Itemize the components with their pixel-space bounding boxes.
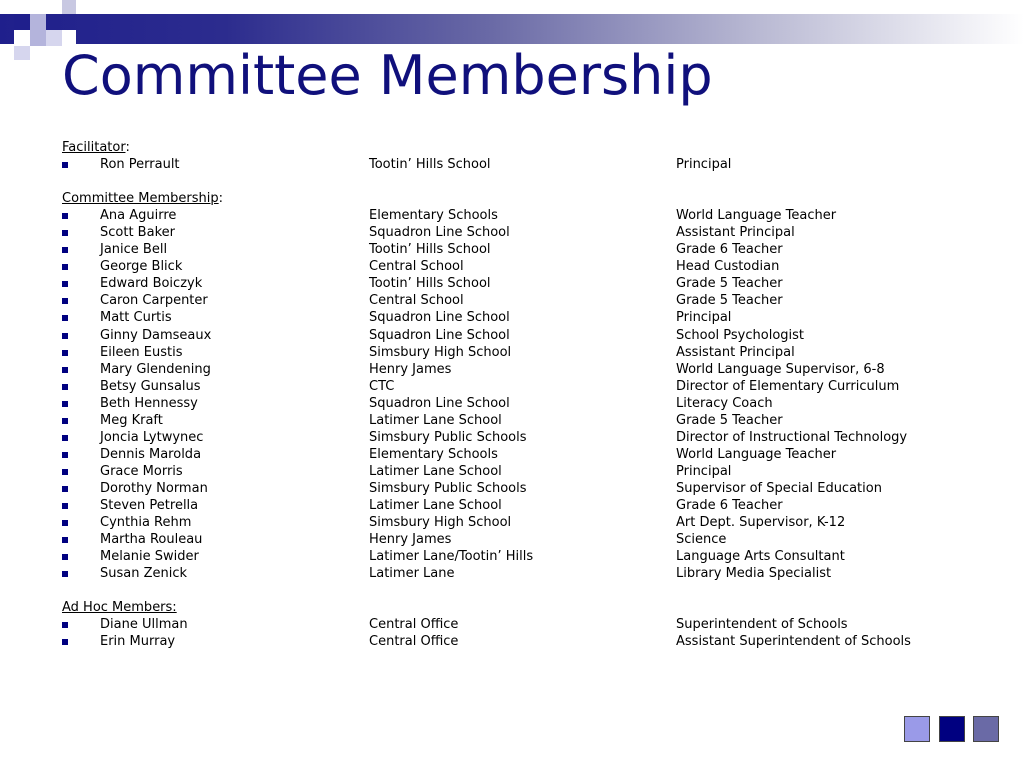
member-school: Squadron Line School [369, 327, 510, 343]
square-bullet-icon [62, 315, 68, 321]
member-school: Latimer Lane/Tootin’ Hills [369, 549, 534, 565]
member-name: Betsy Gunsalus [100, 378, 201, 394]
member-school: Squadron Line School [369, 310, 510, 326]
decor-square-icon [46, 30, 62, 46]
member-school: Tootin’ Hills School [369, 242, 491, 258]
member-row [62, 497, 962, 514]
member-name: Mary Glendening [100, 361, 211, 377]
slide-title: Committee Membership [62, 44, 713, 107]
square-bullet-icon [62, 486, 68, 492]
decor-square-icon [30, 14, 46, 30]
member-role: Director of Instructional Technology [676, 429, 908, 445]
square-bullet-icon [62, 520, 68, 526]
member-name: Scott Baker [100, 225, 175, 241]
member-row [62, 395, 962, 412]
member-row [62, 224, 962, 241]
square-bullet-icon [62, 298, 68, 304]
member-school: Simsbury High School [369, 515, 512, 531]
member-row [62, 378, 962, 395]
member-row [62, 207, 962, 224]
member-role: Grade 5 Teacher [676, 293, 783, 309]
member-role: Language Arts Consultant [676, 549, 845, 565]
square-bullet-icon [62, 281, 68, 287]
member-role: Grade 5 Teacher [676, 412, 783, 428]
member-role: Library Media Specialist [676, 566, 832, 582]
adhoc-list [62, 616, 962, 650]
square-bullet-icon [62, 367, 68, 373]
member-role: Assistant Principal [676, 344, 795, 360]
member-name: Joncia Lytwynec [100, 429, 204, 445]
decor-square-icon [30, 30, 46, 46]
member-school: Elementary Schools [369, 208, 498, 224]
square-bullet-icon [62, 264, 68, 270]
square-bullet-icon [62, 418, 68, 424]
nav-square-light-icon [904, 716, 930, 742]
member-row [62, 241, 962, 258]
member-name: Beth Hennessy [100, 395, 198, 411]
committee-list [62, 207, 962, 582]
decor-square-icon [14, 14, 30, 30]
member-name: Caron Carpenter [100, 293, 208, 309]
square-bullet-icon [62, 639, 68, 645]
member-name: Cynthia Rehm [100, 515, 192, 531]
member-row [62, 361, 962, 378]
member-school: Simsbury High School [369, 344, 512, 360]
member-row [62, 412, 962, 429]
member-role: World Language Teacher [676, 208, 837, 224]
member-row [62, 531, 962, 548]
committee-heading-colon: : [218, 191, 224, 207]
member-role: Grade 5 Teacher [676, 276, 783, 292]
member-role: Assistant Superintendent of Schools [676, 634, 911, 650]
member-row [62, 344, 962, 361]
section-spacer [62, 582, 962, 599]
member-row [62, 327, 962, 344]
square-bullet-icon [62, 469, 68, 475]
member-school: Latimer Lane School [369, 463, 502, 479]
member-school: Central School [369, 259, 464, 275]
member-row [62, 275, 962, 292]
member-name: Matt Curtis [100, 310, 172, 326]
decor-square-icon [14, 30, 30, 46]
member-row [62, 633, 962, 650]
member-school: Elementary Schools [369, 446, 498, 462]
member-role: Art Dept. Supervisor, K-12 [676, 515, 846, 531]
member-school: Henry James [369, 361, 452, 377]
square-bullet-icon [62, 537, 68, 543]
square-bullet-icon [62, 452, 68, 458]
member-school: Tootin’ Hills School [369, 276, 491, 292]
member-school: Latimer Lane School [369, 497, 502, 513]
decor-square-icon [14, 46, 30, 60]
decor-square-icon [30, 46, 46, 60]
section-spacer [62, 173, 962, 190]
membership-list [62, 139, 962, 650]
committee-heading-label: Committee Membership [62, 191, 219, 207]
member-row [62, 463, 962, 480]
member-role: Superintendent of Schools [676, 617, 848, 633]
member-name: Dennis Marolda [100, 446, 202, 462]
square-bullet-icon [62, 350, 68, 356]
square-bullet-icon [62, 571, 68, 577]
square-bullet-icon [62, 230, 68, 236]
member-row [62, 156, 962, 173]
member-row [62, 292, 962, 309]
square-bullet-icon [62, 401, 68, 407]
member-row [62, 548, 962, 565]
member-school: Simsbury Public Schools [369, 429, 527, 445]
member-name: Eileen Eustis [100, 344, 183, 360]
square-bullet-icon [62, 162, 68, 168]
member-name: Steven Petrella [100, 497, 199, 513]
member-school: Simsbury Public Schools [369, 480, 527, 496]
member-name: Ana Aguirre [100, 208, 177, 224]
square-bullet-icon [62, 213, 68, 219]
facilitator-heading [62, 139, 962, 156]
square-bullet-icon [62, 503, 68, 509]
member-name: Grace Morris [100, 463, 183, 479]
member-role: Principal [676, 310, 732, 326]
member-role: Director of Elementary Curriculum [676, 378, 900, 394]
member-school: Latimer Lane School [369, 412, 502, 428]
member-row [62, 429, 962, 446]
member-school: CTC [369, 378, 395, 394]
member-school: Latimer Lane [369, 566, 455, 582]
member-name: Ginny Damseaux [100, 327, 212, 343]
member-school: Henry James [369, 532, 452, 548]
nav-square-medium-icon [973, 716, 999, 742]
decor-square-icon [46, 0, 62, 14]
member-role: Grade 6 Teacher [676, 497, 783, 513]
member-school: Central Office [369, 634, 459, 650]
square-bullet-icon [62, 435, 68, 441]
member-school: Squadron Line School [369, 395, 510, 411]
committee-heading [62, 190, 962, 207]
member-name: Erin Murray [100, 634, 176, 650]
member-role: Assistant Principal [676, 225, 795, 241]
member-role: World Language Supervisor, 6-8 [676, 361, 885, 377]
member-role: Science [676, 532, 727, 548]
member-role: Grade 6 Teacher [676, 242, 783, 258]
member-row [62, 565, 962, 582]
member-role: Literacy Coach [676, 395, 773, 411]
member-row [62, 258, 962, 275]
member-row [62, 616, 962, 633]
member-role: Supervisor of Special Education [676, 480, 882, 496]
member-name: Ron Perrault [100, 157, 180, 173]
member-row [62, 446, 962, 463]
member-row [62, 514, 962, 531]
member-role: Head Custodian [676, 259, 780, 275]
member-role: Principal [676, 157, 732, 173]
member-role: Principal [676, 463, 732, 479]
member-name: George Blick [100, 259, 183, 275]
member-name: Susan Zenick [100, 566, 188, 582]
member-school: Squadron Line School [369, 225, 510, 241]
facilitator-heading-colon: : [125, 140, 130, 155]
member-row [62, 480, 962, 497]
member-school: Central School [369, 293, 464, 309]
member-name: Diane Ullman [100, 617, 188, 633]
member-name: Janice Bell [100, 242, 168, 258]
member-school: Tootin’ Hills School [369, 157, 491, 173]
adhoc-heading [62, 599, 962, 616]
member-name: Martha Rouleau [100, 532, 203, 548]
square-bullet-icon [62, 247, 68, 253]
decor-square-icon [62, 0, 76, 14]
member-role: School Psychologist [676, 327, 805, 343]
square-bullet-icon [62, 622, 68, 628]
square-bullet-icon [62, 554, 68, 560]
member-school: Central Office [369, 617, 459, 633]
member-name: Meg Kraft [100, 412, 163, 428]
adhoc-heading-label: Ad Hoc Members: [62, 600, 177, 616]
member-row [62, 309, 962, 326]
member-name: Melanie Swider [100, 549, 199, 565]
member-name: Edward Boiczyk [100, 276, 203, 292]
member-role: World Language Teacher [676, 446, 837, 462]
member-name: Dorothy Norman [100, 480, 208, 496]
square-bullet-icon [62, 384, 68, 390]
facilitator-list [62, 156, 962, 173]
square-bullet-icon [62, 333, 68, 339]
facilitator-heading-label: Facilitator [62, 140, 126, 155]
nav-square-dark-icon [939, 716, 965, 742]
